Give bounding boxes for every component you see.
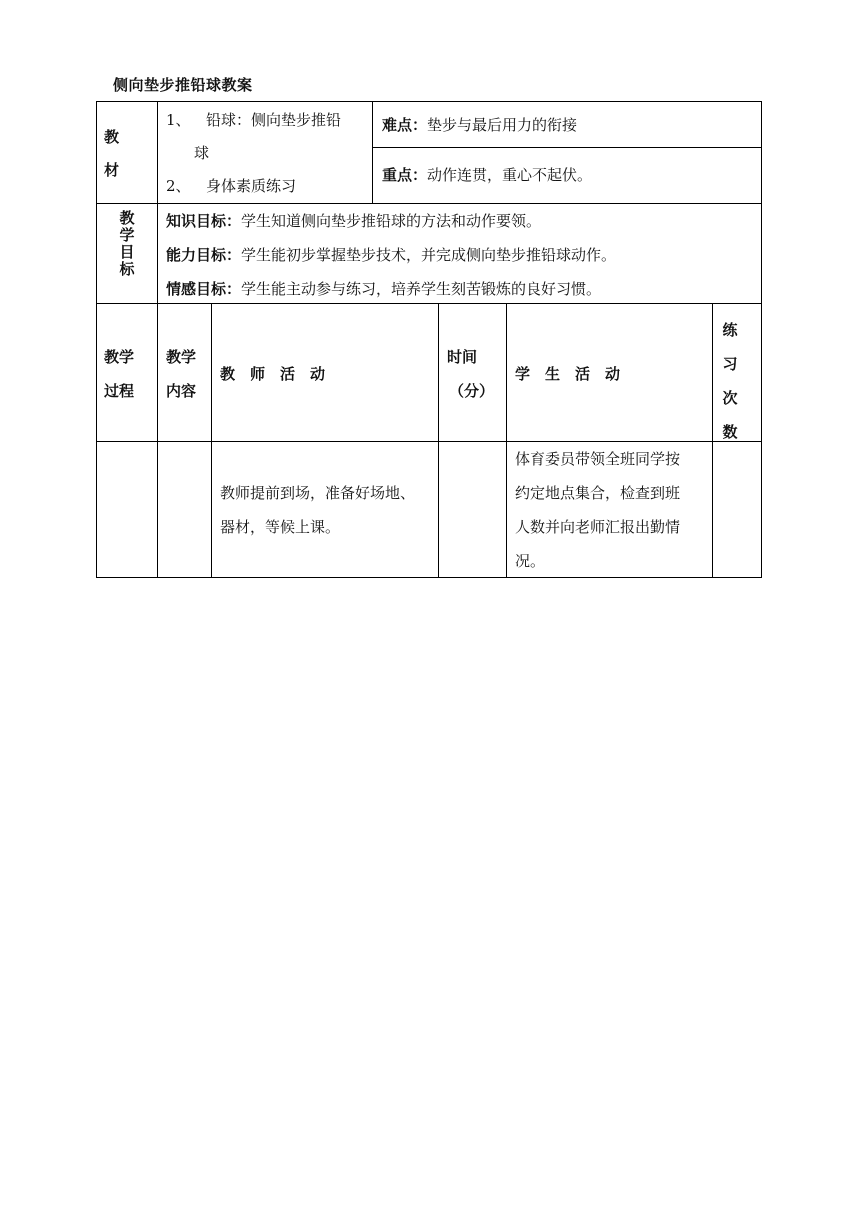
col-divider-teacher — [438, 303, 439, 578]
header-practice-char: 数 — [722, 423, 738, 441]
knowledge-text: 学生知道侧向垫步推铅球的方法和动作要领。 — [241, 212, 542, 230]
emotion-objective — [166, 279, 601, 299]
student-activity-line: 况。 — [515, 552, 546, 570]
table-divider-materials — [96, 203, 762, 204]
difficulty-point — [382, 115, 577, 135]
document-title: 侧向垫步推铅球教案 — [113, 76, 253, 94]
header-process-a: 教学 — [104, 348, 135, 366]
emotion-text: 学生能主动参与练习，培养学生刻苦锻炼的良好习惯。 — [241, 280, 602, 298]
objectives-label-char: 标 — [119, 260, 135, 278]
col-divider-label — [157, 101, 158, 578]
objectives-label — [117, 210, 137, 278]
col-divider-materials — [372, 101, 373, 204]
emotion-label: 情感目标： — [166, 280, 242, 298]
table-divider-objectives — [96, 303, 762, 304]
ability-label: 能力目标： — [166, 246, 242, 264]
material-item-1-text: 铅球：侧向垫步推铅 — [206, 111, 342, 129]
key-point — [382, 165, 592, 185]
student-activity-line: 约定地点集合，检查到班 — [515, 484, 681, 502]
difficulty-label: 难点： — [382, 116, 428, 134]
table-divider-header — [96, 441, 762, 442]
header-content-b: 内容 — [166, 382, 197, 400]
table-border-right — [761, 101, 762, 578]
header-practice-count — [720, 313, 740, 449]
key-text: 动作连贯，重心不起伏。 — [427, 166, 593, 184]
objectives-label-char: 教 — [119, 209, 135, 227]
objectives-label-char: 目 — [119, 243, 135, 261]
header-content-a: 教学 — [166, 348, 197, 366]
material-item-2-text: 身体素质练习 — [206, 177, 297, 195]
knowledge-objective — [166, 211, 541, 231]
header-teacher-activity: 教 师 活 动 — [220, 365, 326, 383]
ability-text: 学生能初步掌握垫步技术，并完成侧向垫步推铅球动作。 — [241, 246, 617, 264]
objectives-label-char: 学 — [119, 226, 135, 244]
ability-objective — [166, 245, 616, 265]
material-item-2-num: 2、 — [166, 177, 191, 195]
header-practice-char: 练 — [722, 321, 738, 339]
materials-label-2: 材 — [104, 161, 120, 179]
header-practice-char: 习 — [722, 355, 738, 373]
student-activity-line: 人数并向老师汇报出勤情 — [515, 518, 681, 536]
header-practice-char: 次 — [722, 389, 738, 407]
table-border-top — [96, 101, 762, 102]
col-divider-time — [506, 303, 507, 578]
table-divider-difficulty — [372, 147, 762, 148]
header-time-b: （分） — [449, 382, 495, 400]
teacher-activity-line: 教师提前到场，准备好场地、 — [220, 484, 416, 502]
material-item-1-num: 1、 — [166, 111, 191, 129]
col-divider-content — [211, 303, 212, 578]
col-divider-student — [712, 303, 713, 578]
student-activity-line: 体育委员带领全班同学按 — [515, 450, 681, 468]
header-process-b: 过程 — [104, 382, 135, 400]
teacher-activity-line: 器材，等候上课。 — [220, 518, 341, 536]
material-item-1-text-cont: 球 — [194, 144, 210, 162]
materials-label-1: 教 — [104, 128, 120, 146]
key-label: 重点： — [382, 166, 428, 184]
table-border-bottom — [96, 577, 762, 578]
knowledge-label: 知识目标： — [166, 212, 242, 230]
table-border-left — [96, 101, 97, 578]
difficulty-text: 垫步与最后用力的衔接 — [427, 116, 578, 134]
header-time-a: 时间 — [447, 348, 478, 366]
header-student-activity: 学 生 活 动 — [515, 365, 621, 383]
